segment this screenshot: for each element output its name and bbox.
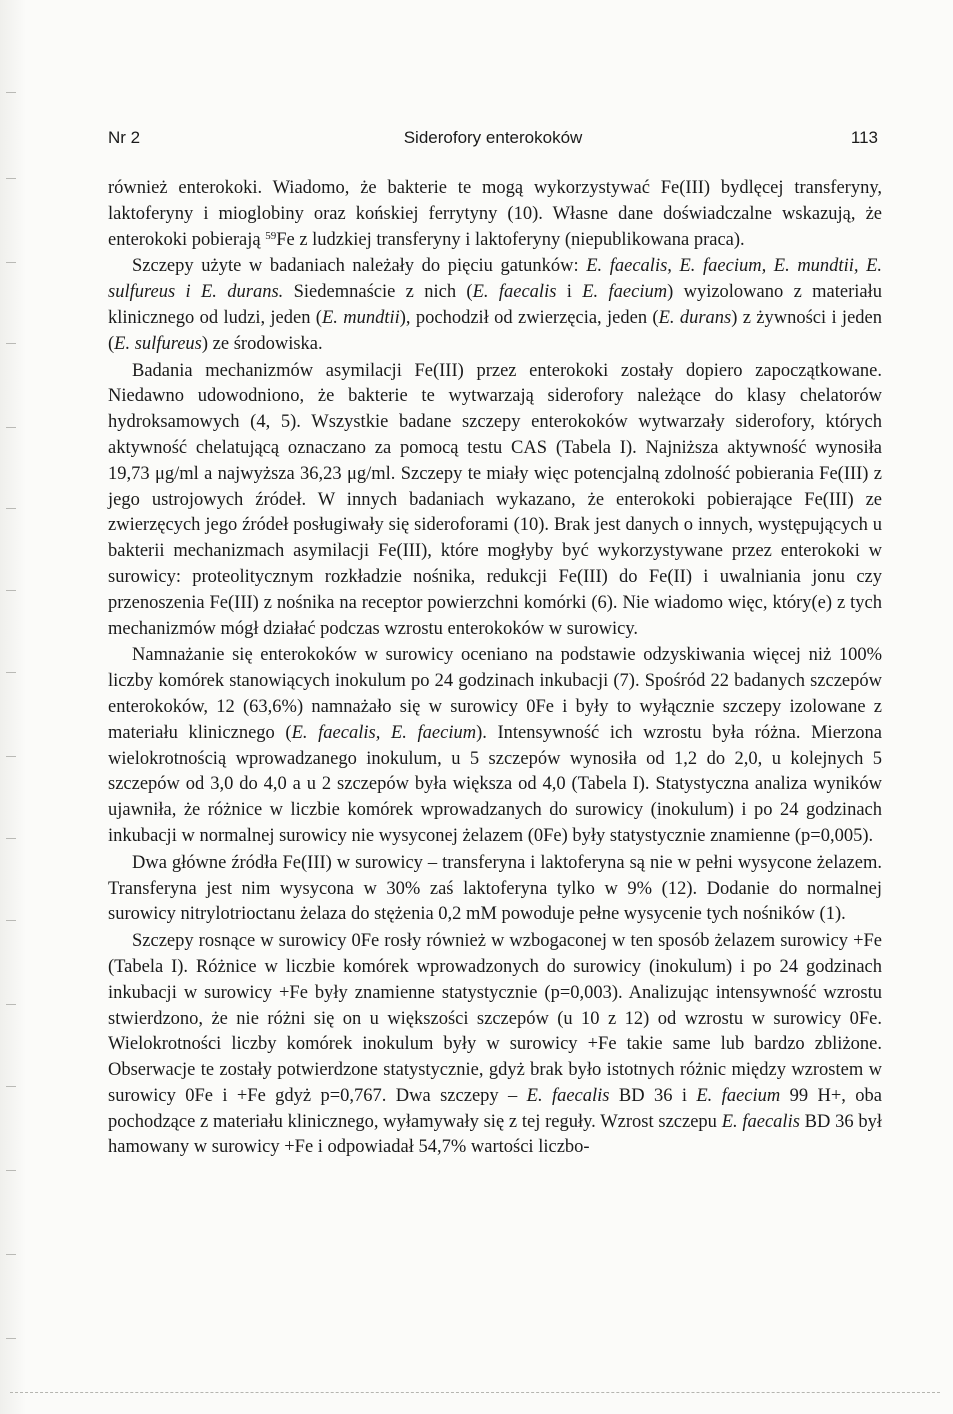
running-header	[108, 128, 878, 152]
species-name: E. faecalis, E. faecium	[291, 722, 477, 743]
text-run: Szczepy użyte w badaniach należały do pięciu gatunków:	[132, 256, 587, 277]
text-run: Fe z ludzkiej transferyny i laktoferyny (niepublikowana praca).	[276, 229, 745, 250]
paragraph	[108, 643, 882, 849]
paragraph	[108, 929, 882, 1161]
text-run: i	[556, 282, 583, 303]
species-name: E. durans	[658, 307, 732, 328]
text-run: BD 36 i	[609, 1085, 697, 1106]
species-name: E. sulfureus	[114, 333, 202, 354]
species-name: E. faecalis	[526, 1085, 610, 1106]
paragraph	[108, 359, 882, 643]
article-body	[108, 176, 882, 1161]
text-run: ) ze środowiska.	[201, 333, 323, 354]
species-name: E. faecalis	[721, 1111, 800, 1132]
species-name: E. faecalis, E. faecium, E. mundtii, E. sulfureus i E. durans.	[108, 256, 882, 303]
species-name: E. mundtii	[321, 307, 400, 328]
text-run: ) wyizolowano z materiału klinicznego od ludzi, jeden (	[108, 282, 883, 328]
text-run: ), pochodził od zwierzęcia, jeden (	[399, 307, 659, 328]
text-run: Siedemnaście z nich (	[283, 282, 473, 303]
paragraph	[108, 851, 882, 928]
text-run: Namnażanie się enterokoków w surowicy oceniano na podstawie odzyskiwania więcej niż 100% liczby komórek stanowiących inokulum po 24 godzinach inkubacji (7). Spośród 22 badanych szczepów enterokoków, 12 (63,6%) namnażało się w surowicy 0Fe i były to wyłącznie szczepy izolowane z materiału klinicznego (	[108, 645, 882, 743]
species-name: E. faecium	[582, 282, 668, 303]
text-run: ). Intensywność ich wzrostu była różna. Mierzona wielokrotnością wprowadzanego inokulum, u 5 szczepów wynosiła od 1,2 do 2,0, u kolejnych 5 szczepów od 3,0 do 4,0 a u 2 szczepów była większa od 4,0 (Tabela I). Statystyczna analiza wyników ujawniła, że różnice w liczbie komórek wprowadzanych do surowicy (inokulum) i po 24 godzinach inkubacji w normalnej surowicy nie wysyconej żelazem (0Fe) były statystycznie znamienne (p=0,005).	[108, 722, 882, 846]
scan-bottom-edge	[10, 1392, 940, 1393]
species-name: E. faecalis	[472, 282, 557, 303]
text-run: BD 36 był hamowany w surowicy +Fe i odpowiadał 54,7% wartości liczbo-	[108, 1111, 882, 1158]
isotope-superscript: 59	[265, 229, 277, 242]
text-run: ) z żywności i jeden (	[108, 307, 882, 354]
species-name: E. faecium	[696, 1085, 781, 1106]
paragraph	[108, 254, 882, 357]
journal-issue: Nr 2	[108, 128, 141, 147]
text-run: Dwa główne źródła Fe(III) w surowicy – transferyna i laktoferyna są nie w pełni wysycone żelazem. Transferyna jest nim wysycona w 30% zaś laktoferyna tylko w 9% (12). Dodanie do normalnej surowicy nitrylotrioctanu żelaza do stężenia 0,2 mM powoduje pełne wysycenie tych nośników (1).	[108, 852, 882, 925]
text-run: Szczepy rosnące w surowicy 0Fe rosły również w wzbogaconej w ten sposób żelazem surowicy +Fe (Tabela I). Różnice w liczbie komórek wprowadzonych do surowicy (inokulum) i po 24 godzinach inkubacji w surowicy +Fe były znamienne statystycznie (p=0,003). Analizując intensywność wzrostu stwierdzono, że nie różni się on u większości szczepów (u 10 z 12) od wzrostu w surowicy 0Fe. Wielokrotności liczby komórek inokulum były w surowicy +Fe takie same lub bardzo zbliżone. Obserwacje te zostały potwierdzone statystycznie, gdyż brak było istotnych różnic między wzrostem w surowicy 0Fe i +Fe gdyż p=0,767. Dwa szczepy –	[108, 931, 882, 1106]
page-number: 113	[850, 128, 878, 147]
scanned-page-edge	[0, 0, 26, 1414]
running-title: Siderofory enterokoków	[403, 128, 583, 147]
text-run: również enterokoki. Wiadomo, że bakterie te mogą wykorzystywać Fe(III) bydlęcej transferyny, laktoferyny i mioglobiny oraz końskiej ferrytyny (10). Własne dane doświadczalne wskazują, że enterokoki pobierają	[108, 178, 882, 250]
text-run: Badania mechanizmów asymilacji Fe(III) przez enterokoki zostały dopiero zapoczątkowane. Niedawno udowodniono, że bakterie te wytwarzają siderofory należące do klasy chelatorów hydroksamowych (4, 5). Wszystkie badane szczepy enterokoków wytwarzały siderofory, których aktywność chelatującą oznaczano za pomocą testu CAS (Tabela I). Najniższa aktywność wynosiła 19,73 μg/ml a najwyższa 36,23 μg/ml. Szczepy te miały więc potencjalną zdolność pobierania Fe(III) z jego ustrojowych źródeł. W innych badaniach wykazano, że enterokoki pobierające Fe(III) ze zwierzęcych jego źródeł posługiwały się sideroforami (10). Brak jest danych o innych, występujących u bakterii mechanizmach asymilacji Fe(III), które mogłyby być wykorzystywane przez enterokoki w surowicy: proteolitycznym rozkładzie nośnika, redukcji Fe(III) do Fe(II) i uwalniania jonu czy przenoszenia Fe(III) z nośnika na receptor powierzchni komórki (6). Nie wiadomo więc, który(e) z tych mechanizmów mógł działać podczas wzrostu enterokoków w surowicy.	[108, 360, 882, 639]
paragraph	[108, 176, 882, 253]
text-run: 99 H+, oba pochodzące z materiału klinicznego, wyłamywały się z tej reguły. Wzrost szczepu	[108, 1085, 883, 1132]
